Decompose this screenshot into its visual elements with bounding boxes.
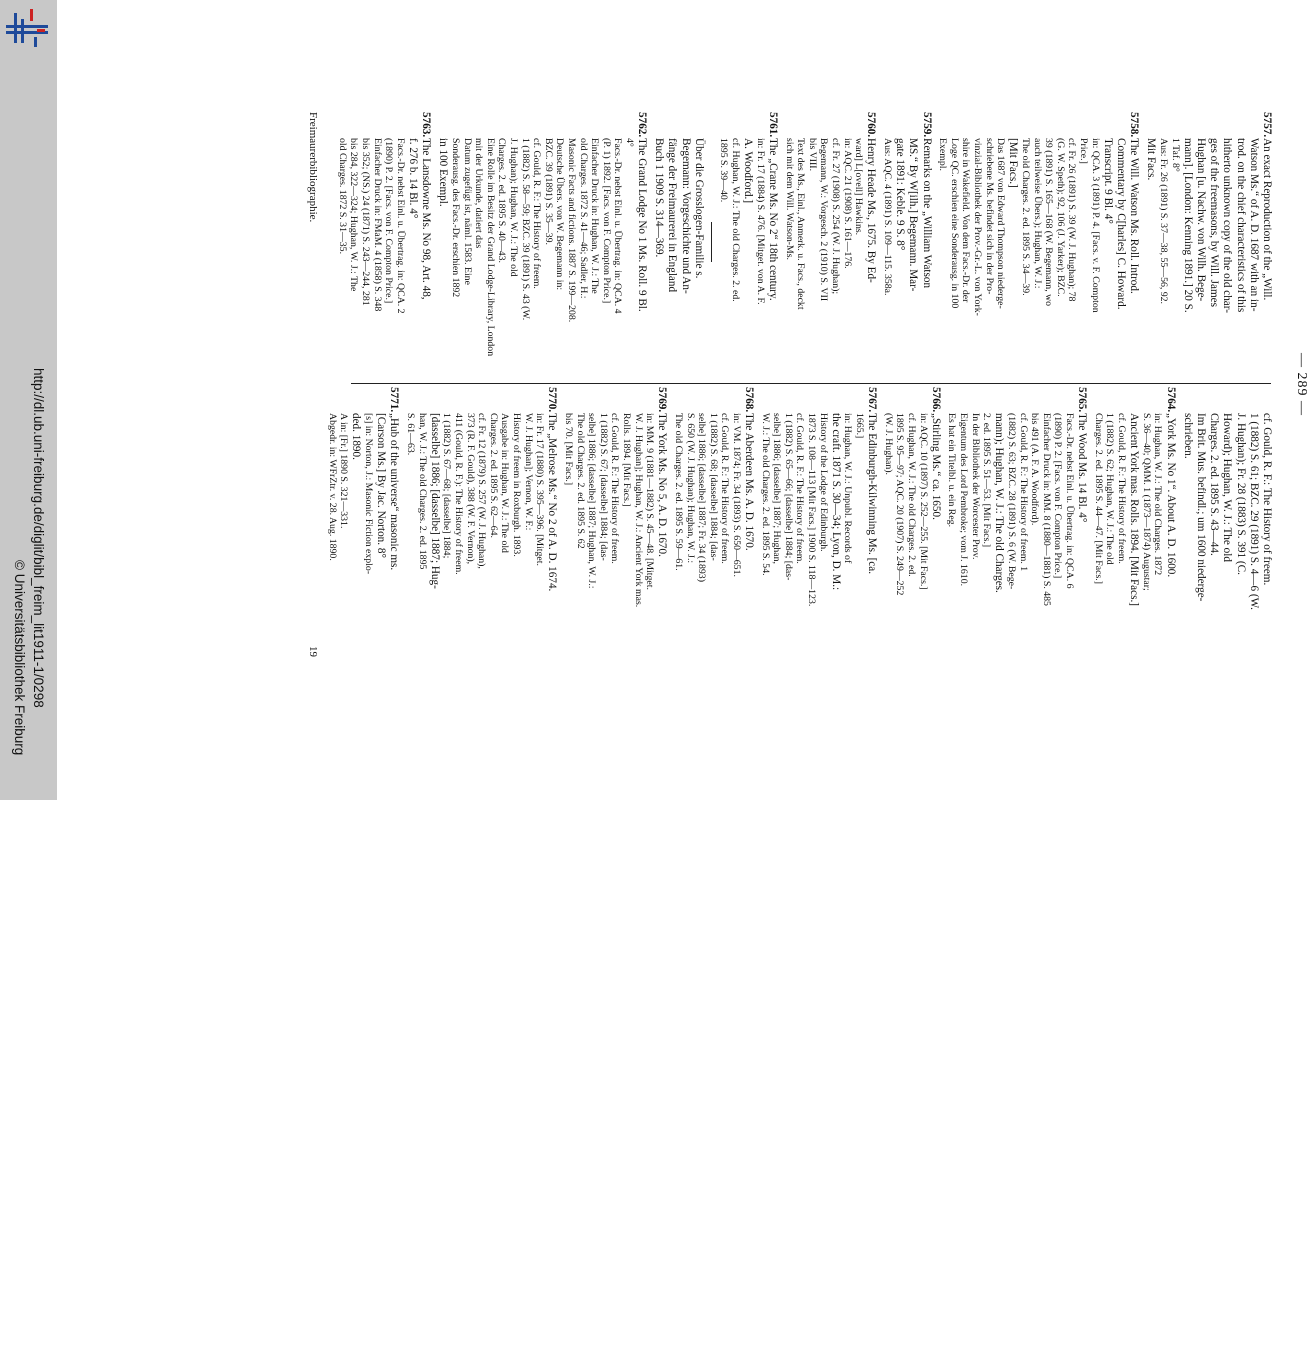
entry-line: S. 650 (W. J. Hughan); Hughan, W. J.:	[684, 413, 696, 564]
entry-line: Aus: Fr. 26 (1891) S. 37—38, 55—56, 92.	[1157, 138, 1169, 305]
entry-line: f. 276 b. 14 Bl. 4°	[406, 138, 419, 219]
entry-line: Begemann: Vorgeschichte und An-	[679, 138, 692, 294]
entry-line: cf. Fr. 27 (1908) S. 254 (W. J. Hughan);	[830, 138, 842, 295]
entry-line: schrieben.	[1181, 413, 1194, 459]
entry-line: shire in Wakefield. Von dem Facs.-Dr. der	[960, 138, 972, 303]
entry-line: selbe] 1886; [dasselbe] 1887; Hughan,	[771, 413, 783, 565]
entry-line: A. Woodford.]	[742, 138, 755, 204]
bibliography-entry	[672, 387, 755, 657]
entry-line: 1895 S. 39—40.	[718, 138, 730, 203]
entry-line: han, W. J.: The old Charges. 2. ed. 1895	[416, 413, 428, 570]
entry-line: The „Crane Ms. No 2“ 18th century.	[767, 138, 780, 301]
entry-line: Facs.-Dr. nebst Einl. u. Übertrag. in: QCA. 6	[1064, 413, 1075, 589]
entry-line: The Edinburgh-Kilwinning Ms. [ca.	[866, 413, 879, 575]
bibliography-entry	[937, 112, 1141, 382]
entry-line: auch teilweise Übers.); Hughan, W. J.:	[1031, 138, 1043, 289]
entry-line: the craft. 1871 S. 30—34; Lyon, D. M.:	[829, 413, 842, 591]
bibliography-entry	[326, 387, 400, 657]
entry-line: gate 1891: Keble. 9 S. 8°	[894, 138, 907, 251]
entry-number: 5761.	[767, 112, 780, 138]
entry-line: The old Charges. 2. ed. 1895 S. 59—61.	[672, 413, 684, 571]
entry-line: trod. on the chief characteristics of this	[1234, 138, 1247, 313]
entry-line: cf. Gould, R. F.: The History of freem.	[794, 413, 806, 564]
entry-line: Price.]	[1077, 138, 1089, 164]
scanned-page	[57, 0, 1309, 800]
entry-line: vinzial-Bibliothek der Prov.-Gr.-L. von York-	[972, 138, 984, 316]
entry-line: Transcript. 9 Bl. 4°	[1101, 138, 1114, 224]
entry-line: [dasselbe] 1886; [dasselbe] 1887; Hug-	[428, 413, 441, 589]
entry-line: Das 1687 von Edward Thompson niederge-	[995, 138, 1007, 309]
entry-line: The Will. Watson Ms. Roll. Introd.	[1128, 138, 1141, 294]
entry-line: 39 (1891) S. 165—168 (W. Begemann, wo	[1043, 138, 1055, 307]
entry-line: S. 36—40; QMM. 1 (1873—1874) Augustar;	[1140, 413, 1152, 591]
entry-line: 1 Taf. 8°	[1169, 138, 1181, 172]
entry-line: schriebene Ms. befindet sich in der Pro-	[983, 138, 995, 295]
entry-line: ded. 1890.	[350, 413, 363, 460]
footer-signature: 19	[307, 646, 319, 657]
entry-line: cf. Hughan, W. J.: The old Charges. 2. ed.	[906, 413, 918, 577]
bibliography-entry	[881, 112, 932, 382]
entry-line: selbe] 1886; [dasselbe] 1887; Hughan, W. J.:	[586, 413, 598, 589]
entry-line: (P. 1) 1892. [Facs. von F. Compton Price.]	[600, 138, 612, 304]
entry-line: Einfacher Druck in: MM. 8 (1880—1881) S. 485	[1040, 413, 1052, 606]
entry-line: in: Fr. 17 (1884) S. 476. [Mitget. von A. F.	[754, 138, 766, 305]
page-number-header: — 289 —	[1294, 353, 1309, 416]
bibliography-entry	[1092, 387, 1176, 657]
entry-number: 5760.	[865, 112, 878, 138]
entry-line: Sonderausg. des Facs.-Dr. erschien 1892	[449, 138, 461, 298]
entry-line: Exempl.	[937, 138, 949, 171]
entry-line: cf. Gould, R. F.: The History of freem. 1	[1017, 413, 1029, 572]
entry-line: Howard); Hughan, W. J.: The old	[1221, 413, 1234, 562]
entry-line: bis 491 (A. F. A. Woodford).	[1029, 413, 1041, 526]
entry-line: 1 (1882) S. 67—68; [dasselbe] 1884;	[441, 413, 453, 559]
entry-line: bis VIII.	[806, 138, 818, 172]
entry-line: Hughan [u. Nachw. von Wilh. Bege-	[1194, 138, 1207, 302]
entry-line: Datum zugefügt ist, näml. 1583. Eine	[461, 138, 473, 285]
bibliography-entry	[946, 387, 1088, 657]
entry-line: cf. Gould, R. F.: The History of freem.	[1115, 413, 1127, 564]
entry-line: 1 (1882) S. 62; Hughan, W. J.: The old	[1104, 413, 1116, 565]
entry-line: In der Bibliothek der Worcester Prov.	[969, 413, 981, 560]
copyright-notice: © Universitätsbibliothek Freiburg	[12, 560, 27, 756]
entry-line: Mit Facs.	[1145, 138, 1158, 181]
entry-line: cf. Gould, R. F.: The History of freem.	[1261, 413, 1273, 586]
entry-line: [Carson Ms.] By Jac. Norton. 8°	[375, 413, 388, 558]
entry-line: (1890) P. 2. [Facs. von F. Compton Price.]	[383, 138, 395, 304]
entry-line: MS.“ By W[ilh.] Begemann. Mar-	[907, 138, 920, 292]
entry-line: Es hat ein Titelbl. u. ein Reg.	[946, 413, 958, 528]
entry-line: Eigentum des Lord Pembroke; vom J. 1610.	[958, 413, 970, 587]
entry-line: cf. Gould, R. F.: The History of freem.	[609, 413, 621, 564]
entry-line: cf. Gould, R. F.: The History of freem.	[719, 413, 731, 564]
entry-line: Im Brit. Mus. befindl.; um 1600 niederge-	[1194, 413, 1207, 602]
entry-line: ward] L[ovell] Hawkins.	[853, 138, 865, 236]
entry-line: Deutsche Übers. von W. Begemann in:	[554, 138, 566, 291]
entry-line: in: QCA. 3 (1891) P. 4. [Facs. v. F. Compton	[1089, 138, 1101, 313]
entry-line: 411 (Gould, R. F.): The History of freem.	[453, 413, 465, 575]
entry-number: 5769.	[656, 387, 669, 413]
entry-number: 5757.	[1261, 112, 1273, 138]
entry-line: in: Fr. 17 (1880) S. 395—396. [Mitget.	[534, 413, 546, 566]
entry-line: 1873 S. 108—113 [Mit Facs.] 1900 S. 118—123.	[806, 413, 818, 607]
entry-line: The Grand Lodge No 1 Ms. Roll. 9 Bl.	[636, 138, 649, 312]
viewer-sidebar	[0, 0, 57, 800]
entry-line: [s] in: Norton, J.: Masonic Fiction explo-	[363, 413, 375, 575]
entry-line: in: Hughan, W. J.: The old Charges. 1872	[1152, 413, 1164, 576]
bibliography-entry	[436, 112, 648, 382]
document-url[interactable]: http://dl.ub.uni-freiburg.de/diglit/bibl_freim_lit1911-1/0298	[31, 368, 46, 708]
entry-line: in 100 Exempl.	[437, 138, 450, 207]
bibliography-entry	[783, 112, 877, 382]
entry-line: Text des Ms., Einl., Anmerk. u. Facs., deckt	[795, 138, 807, 310]
entry-line: Ancient York mas. Rolls. 1894. [Mit Facs.]	[1128, 413, 1141, 606]
entry-line: Aus: AQC. 4 (1891) S. 109—115. 358a.	[882, 138, 894, 296]
entry-line: mit der Urkunde, datiert das	[473, 138, 485, 249]
entry-number: 5770.	[546, 387, 559, 413]
entry-number: 5758.	[1128, 112, 1141, 138]
entry-line: Charges. 2. ed. 1895 S. 43—44.	[1208, 413, 1221, 556]
entry-line: Facs.-Dr. nebst Einl. u. Übertrag. in: QCA. 4	[612, 138, 624, 314]
bibliography-entry	[404, 387, 558, 657]
entry-line: in: Hughan, W. J.: Unpubl. Records of	[842, 413, 854, 564]
bibliography-entry	[882, 387, 942, 657]
entry-number: 5767.	[866, 387, 879, 413]
entry-line: sich mit dem Will. Watson-Ms.	[783, 138, 795, 261]
entry-line: The old Charges. 2. ed. 1895 S. 62	[574, 413, 586, 549]
entry-line: 1 (1882) S. 68; [dasselbe] 1884; [das-	[707, 413, 719, 561]
entry-line: (1890) P. 2. [Facs. von F. Compton Price.]	[1052, 413, 1064, 579]
entry-line: The Lansdowne Ms. No 98, Art. 48,	[420, 138, 433, 300]
entry-line: bis 284, 322—324; Hughan, W. J.: The	[348, 138, 360, 292]
entry-line: The Aberdeen Ms. A. D. 1670.	[743, 413, 756, 551]
entry-line: Rolls. 1894. [Mit Facs.]	[620, 413, 632, 507]
entry-line: W. J.: The old Charges. 2. ed. 1895 S. 54.	[759, 413, 771, 576]
entry-line: 2. ed. 1895 S. 51—53. [Mit Facs.]	[981, 413, 993, 548]
entry-line: (W. J. Hughan).	[882, 413, 894, 475]
entry-line: cf. Gould, R. F.: The History of freem.	[531, 138, 543, 289]
footer-title: Freimaurerbibliographie.	[307, 112, 319, 223]
entry-line: Charges. 2. ed. 1895 S. 44—47. [Mit Facs.]	[1092, 413, 1104, 584]
entry-line: Masonic Facts and fictions. 1887 S. 199—208.	[565, 138, 577, 323]
right-column	[322, 387, 1273, 657]
entry-line: Begemann, W.: Vorgesch. 2 (1910) S. VII	[818, 138, 830, 302]
entry-line: W. J. Hughan]; Vernon, W. F.:	[522, 413, 534, 531]
entry-line: An exact Reproduction of the „Will.	[1261, 138, 1273, 301]
entry-number: 5765.	[1076, 387, 1089, 413]
entry-line: Loge QC. erschien eine Sonderausg. in 100	[948, 138, 960, 309]
entry-line: Einfacher Druck in: Hughan, W. J.: The	[589, 138, 601, 294]
entry-number: 5764.	[1164, 387, 1177, 413]
entry-line: J. Hughan); Hughan, W. J.: The old	[507, 138, 519, 277]
column-divider	[351, 383, 1271, 384]
section-separator	[711, 222, 712, 262]
entry-line: selbe] 1886; [dasselbe] 1887; Fr. 34 (1893)	[696, 413, 708, 582]
left-column	[332, 112, 1273, 382]
entry-line: cf. Fr. 26 (1891) S. 39 (W. J. Hughan); 78	[1066, 138, 1078, 302]
entry-line: in: AQC. 10 (1897) S. 252—255. [Mit Facs.]	[917, 413, 929, 590]
bibliography-entry	[562, 387, 668, 657]
entry-number: 5759.	[920, 112, 933, 138]
bibliography-entry	[336, 112, 432, 382]
entry-line: Ausgabe in: Hughan, W. J.: The old	[499, 413, 511, 553]
bibliography-entry	[652, 112, 705, 382]
entry-line: [Mit Facs.]	[1007, 138, 1020, 188]
entry-line: The old Charges. 2. ed. 1895 S. 34—39.	[1020, 138, 1032, 296]
entry-line: Einfacher Druck in: FMaM. 4 (1858) S. 348	[371, 138, 383, 312]
entry-line: The York Ms. No 5, A. D. 1670.	[656, 413, 669, 557]
entry-line: bis 352; (NS.) 24 (1871) S. 243—244, 281	[360, 138, 371, 306]
bibliography-entry	[1181, 387, 1273, 657]
entry-line: cf. Fr. 12 (1879) S. 257 (W. J. Hughan),	[476, 413, 488, 569]
entry-line: 1 (1882) S. 65—66; [dasselbe] 1884; [das-	[782, 413, 794, 581]
entry-line: 373 (R. F. Gould), 388 (W. F. Vernon),	[464, 413, 476, 565]
entry-line: in: AQC. 21 (1908) S. 161—176.	[841, 138, 853, 269]
entry-line: in: VM. 1874; Fr. 34 (1893) S. 650—651.	[730, 413, 742, 577]
entry-line: 1895 S. 95—97; AQC. 20 (1907) S. 249—252	[894, 413, 906, 596]
entry-line: Henry Heade Ms., 1675. By Ed-	[865, 138, 878, 283]
bibliography-entry	[759, 387, 878, 657]
entry-line: Watson Ms.“ of A. D. 1687 with an in-	[1247, 138, 1260, 312]
entry-line: hitherto unknown copy of the old char-	[1221, 138, 1234, 314]
entry-line: Facs.-Dr. nebst Einl. u. Übertrag. in: QCA. 2	[394, 138, 406, 314]
entry-line: The Wood Ms. 14 Bl. 4°	[1076, 413, 1089, 523]
entry-line: (1882) S. 63; BZC. 28 (1891) S. 6 (W. Bege-	[1006, 413, 1018, 590]
entry-line: 1 (1882) S. 67; [dasselbe] 1884; [das-	[597, 413, 609, 561]
entry-line: old Charges. 1872 S. 31—35.	[336, 138, 348, 255]
entry-line: 1665.]	[854, 413, 866, 439]
entry-number: 5768.	[743, 387, 756, 413]
entry-line: „York Ms. No 1“. About A. D. 1600.	[1164, 413, 1177, 578]
entry-number: 5762.	[636, 112, 649, 138]
entry-number: 5771.	[388, 387, 401, 413]
entry-line: Remarks on the „William Watson	[920, 138, 933, 289]
entry-line: fänge der Freimaurerei in England	[666, 138, 679, 293]
entry-line: Über die Grosslogen-Familie s.	[692, 138, 705, 279]
page-content-rotated	[234, 112, 1309, 657]
entry-line: mann]. [London: Kenning 1891.] 20 S.	[1181, 138, 1194, 313]
entry-line: ges of the freemasons, by Will. James	[1208, 138, 1221, 307]
entry-line: in: MM. 9 (1881—1882) S. 45—48. [Mitget.	[644, 413, 656, 590]
entry-line: mann); Hughan, W. J.: The old Charges.	[993, 413, 1006, 593]
entry-line: Commentary by C[harles] C. Howard.	[1114, 138, 1127, 310]
entry-line: Charges. 2. ed. 1895 S. 62—64.	[487, 413, 499, 538]
entry-line: History of the Lodge of Edinburgh.	[817, 413, 829, 552]
entry-line: 1 (1882) S. 58—59; BZC. 39 (1891) S. 43 (W.	[519, 138, 531, 321]
entry-line: (G. W. Speth); 92, 106 (J. Yarker); BZC.	[1054, 138, 1066, 297]
entry-line: The „Melrose Ms.“ No 2 of A. D. 1674.	[546, 413, 559, 592]
entry-line: 1 (1882) S. 61; BZC. 29 (1891) S. 4—6 (W.	[1247, 413, 1260, 610]
entry-line: bis 70. [Mit Facs.]	[563, 413, 574, 486]
entry-line: History of freem in Roxburgh. 1893.	[511, 413, 523, 557]
entry-line: „Stirling Ms.“ ca. 1650.	[929, 413, 942, 520]
entry-line: J. Hughan); Fr. 28 (1883) S. 391 (C.	[1234, 413, 1247, 575]
entry-line: Abgedr. in: WFrZtr. v. 28. Aug. 1890.	[326, 413, 338, 561]
entry-line: cf. Hughan, W. J.: The old Charges. 2. ed.	[730, 138, 742, 302]
entry-line: „Hub of the universe“ masonic ms.	[388, 413, 401, 571]
entry-line: S. 61—63.	[405, 413, 417, 456]
entry-line: A in: [Fr.] 1890 S. 321—331.	[338, 413, 350, 529]
entry-line: BZC. 39 (1891) S. 35—39.	[542, 138, 554, 245]
entry-line: Charges. 2. ed. 1895 S. 40—43.	[496, 138, 508, 263]
entry-line: W. J. Hughan]; Hughan, W. J.: Ancient York mas.	[632, 413, 644, 608]
bibliography-entry	[1144, 112, 1273, 382]
entry-line: Eine Rolle im Besitz der Grand Lodge-Library, London	[484, 138, 496, 357]
entry-number: 5766.	[929, 387, 942, 413]
entry-number: 5763.	[420, 112, 433, 138]
entry-line: Buch 1 1909 S. 314—369.	[653, 138, 666, 258]
university-logo-icon[interactable]	[4, 5, 50, 51]
entry-line: old Charges. 1872 S. 41—46; Sadler, H.:	[577, 138, 589, 299]
entry-line: 4°	[623, 138, 635, 147]
bibliography-entry	[718, 112, 779, 382]
